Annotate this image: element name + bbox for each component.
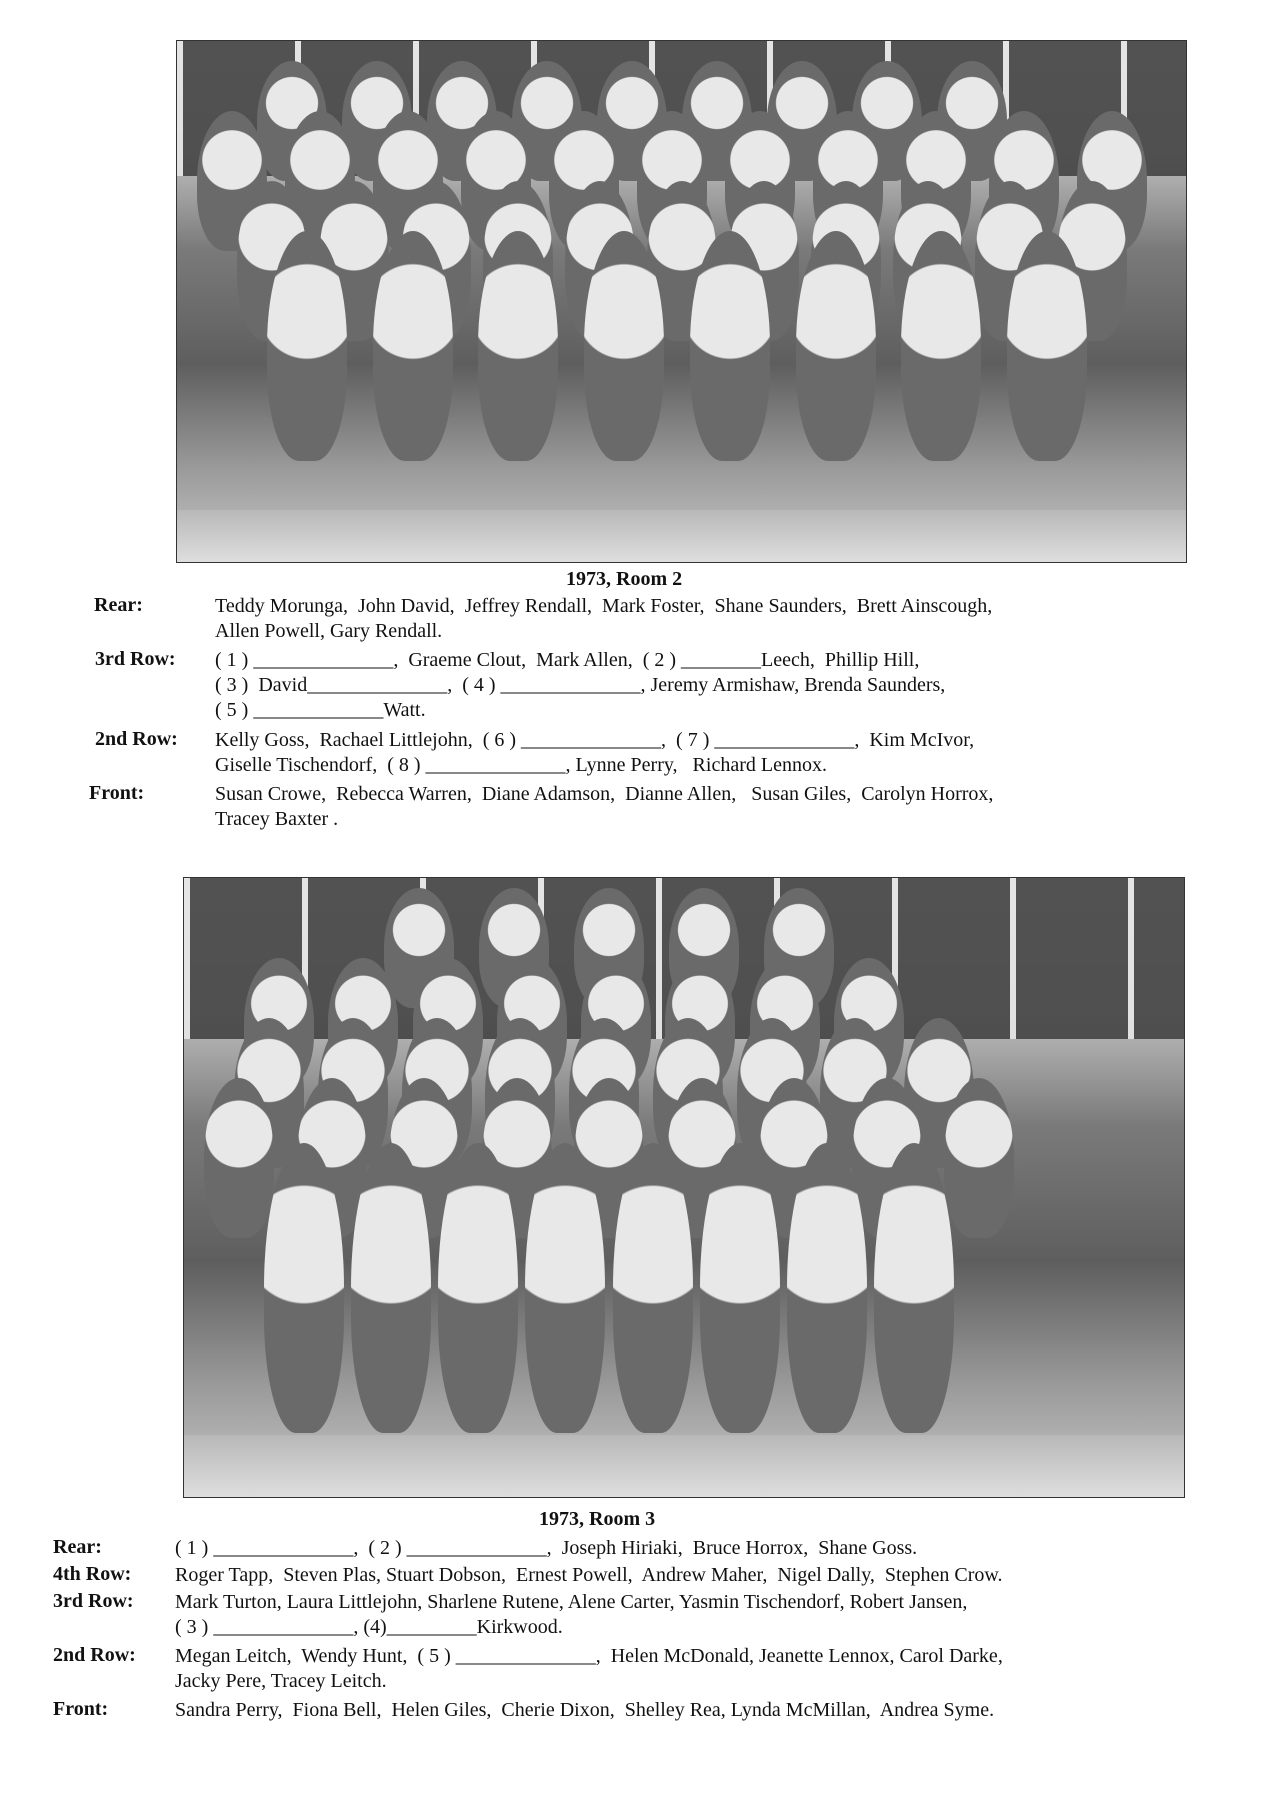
room-2-front-names: Susan Crowe, Rebecca Warren, Diane Adamson, Dianne Allen, Susan Giles, Carolyn Horrox, Tracey Baxter . [215,783,994,830]
room-3-2nd-row-names: Megan Leitch, Wendy Hunt, ( 5 ) ______________, Helen McDonald, Jeanette Lennox, Carol Darke, Jacky Pere, Tracey Leitch. [175,1645,1003,1692]
room-3-4th-row-names: Roger Tapp, Steven Plas, Stuart Dobson, Ernest Powell, Andrew Maher, Nigel Dally, Stephen Crow. [175,1564,1003,1586]
room-2-rear-names: Teddy Morunga, John David, Jeffrey Rendall, Mark Foster, Shane Saunders, Brett Ainscough, Allen Powell, Gary Rendall. [215,595,993,642]
room-3-3rd-row-names: Mark Turton, Laura Littlejohn, Sharlene Rutene, Alene Carter, Yasmin Tischendorf, Robert Jansen, ( 3 ) ______________, (4)_________Kirkwood. [175,1591,968,1638]
class-photo-room-3 [183,877,1185,1498]
child-silhouette [874,1143,954,1433]
child-silhouette [690,231,770,461]
child-silhouette [351,1143,431,1433]
child-silhouette [267,231,347,461]
room-2-2nd-row-names: Kelly Goss, Rachael Littlejohn, ( 6 ) ______________, ( 7 ) ______________, Kim McIvor, Giselle Tischendorf, ( 8 ) ______________, Lynne Perry, Richard Lennox. [215,729,975,776]
room-3-front-names: Sandra Perry, Fiona Bell, Helen Giles, Cherie Dixon, Shelley Rea, Lynda McMillan, Andrea Syme. [175,1699,995,1721]
room-2-rear-label: Rear: [94,594,143,616]
child-silhouette [478,231,558,461]
child-silhouette [901,231,981,461]
child-silhouette [584,231,664,461]
ground [177,510,1186,562]
child-silhouette [1007,231,1087,461]
room-3-rear-label: Rear: [53,1536,102,1558]
room-3-2nd-row-label: 2nd Row: [53,1644,136,1666]
child-silhouette [525,1143,605,1433]
room-3-3rd-row-label: 3rd Row: [53,1590,134,1612]
room-2-caption-title: 1973, Room 2 [566,568,683,590]
room-2-front-label: Front: [89,782,145,804]
child-silhouette [944,1078,1014,1238]
child-silhouette [438,1143,518,1433]
room-2-3rd-row-label: 3rd Row: [95,648,176,670]
room-3-front-label: Front: [53,1698,109,1720]
child-silhouette [787,1143,867,1433]
child-silhouette [700,1143,780,1433]
room-3-caption-title: 1973, Room 3 [539,1508,656,1530]
child-silhouette [796,231,876,461]
ground [184,1435,1184,1497]
child-silhouette [264,1143,344,1433]
room-2-3rd-row-names: ( 1 ) ______________, Graeme Clout, Mark Allen, ( 2 ) ________Leech, Phillip Hill, ( 3 ) David______________, ( 4 ) ______________, Jeremy Armishaw, Brenda Saunders, ( 5 ) _____________Watt. [215,649,946,721]
room-3-4th-row-label: 4th Row: [53,1563,132,1585]
room-3-rear-names: ( 1 ) ______________, ( 2 ) ______________, Joseph Hiriaki, Bruce Horrox, Shane Goss. [175,1537,918,1559]
room-2-2nd-row-label: 2nd Row: [95,728,178,750]
class-photo-room-2 [176,40,1187,563]
child-silhouette [373,231,453,461]
child-silhouette [613,1143,693,1433]
child-silhouette [204,1078,274,1238]
